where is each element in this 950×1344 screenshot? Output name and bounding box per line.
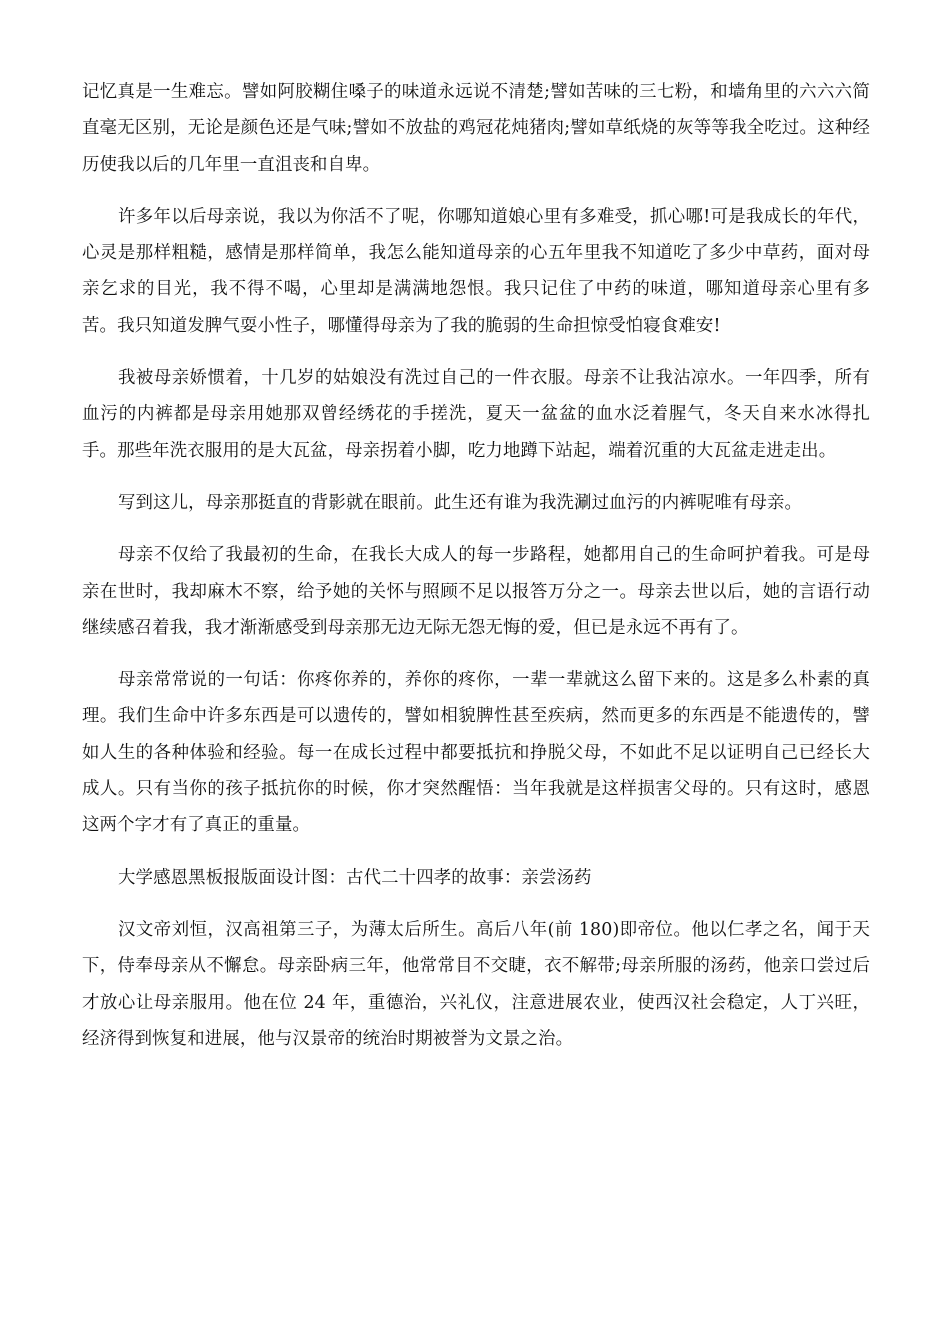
paragraph-writing-here: 写到这儿，母亲那挺直的背影就在眼前。此生还有谁为我洗涮过血污的内裤呢唯有母亲。: [118, 492, 803, 513]
paragraph-emperor-wen: 汉文帝刘恒，汉高祖第三子，为薄太后所生。高后八年(前 180)即帝位。他以仁孝之名，闻于天下，侍奉母亲从不懈怠。母亲卧病三年，他常常目不交睫，衣不解带;母亲所服的汤药，他亲口尝过后才放心让母亲服用。他在位 24 年，重德治，兴礼仪，注意进展农业，使西汉社会稳定，人丁兴旺，经济得到恢复和进展，他与汉景帝的统治时期被誉为文景之治。: [82, 919, 870, 1049]
document-page: [82, 74, 870, 1073]
paragraph-saying: 母亲常常说的一句话：你疼你养的，养你的疼你，一辈一辈就这么留下来的。这是多么朴素的真理。我们生命中许多东西是可以遗传的，譬如相貌脾性甚至疾病，然而更多的东西是不能遗传的，譬如人生的各种体验和经验。每一在成长过程中都要抵抗和挣脱父母，不如此不足以证明自己已经长大成人。只有当你的孩子抵抗你的时候，你才突然醒悟：当年我就是这样损害父母的。只有这时，感恩这两个字才有了真正的重量。: [82, 670, 870, 836]
paragraph-spoiled: 我被母亲娇惯着，十几岁的姑娘没有洗过自己的一件衣服。母亲不让我沾凉水。一年四季，所有血污的内裤都是母亲用她那双曾经绣花的手搓洗，夏天一盆盆的血水泛着腥气，冬天自来水冰得扎手。那些年洗衣服用的是大瓦盆，母亲拐着小脚，吃力地蹲下站起，端着沉重的大瓦盆走进走出。: [82, 368, 870, 461]
paragraph-mother-said: 许多年以后母亲说，我以为你活不了呢，你哪知道娘心里有多难受，抓心哪!可是我成长的年代，心灵是那样粗糙，感情是那样简单，我怎么能知道母亲的心五年里我不知道吃了多少中草药，面对母亲乞求的目光，我不得不喝，心里却是满满地怨恨。我只记住了中药的味道，哪知道母亲心里有多苦。我只知道发脾气耍小性子，哪懂得母亲为了我的脆弱的生命担惊受怕寝食难安!: [82, 206, 870, 336]
paragraph-first-life: 母亲不仅给了我最初的生命，在我长大成人的每一步路程，她都用自己的生命呵护着我。可是母亲在世时，我却麻木不察，给予她的关怀与照顾不足以报答万分之一。母亲去世以后，她的言语行动继续感召着我，我才渐渐感受到母亲那无边无际无怨无悔的爱，但已是永远不再有了。: [82, 545, 870, 638]
paragraph-memory: 记忆真是一生难忘。譬如阿胶糊住嗓子的味道永远说不清楚;譬如苦味的三七粉，和墙角里的六六六简直毫无区别，无论是颜色还是气味;譬如不放盐的鸡冠花炖猪肉;譬如草纸烧的灰等等我全吃过。这种经历使我以后的几年里一直沮丧和自卑。: [82, 82, 870, 175]
section-heading: 大学感恩黑板报版面设计图：古代二十四孝的故事：亲尝汤药: [118, 867, 592, 888]
